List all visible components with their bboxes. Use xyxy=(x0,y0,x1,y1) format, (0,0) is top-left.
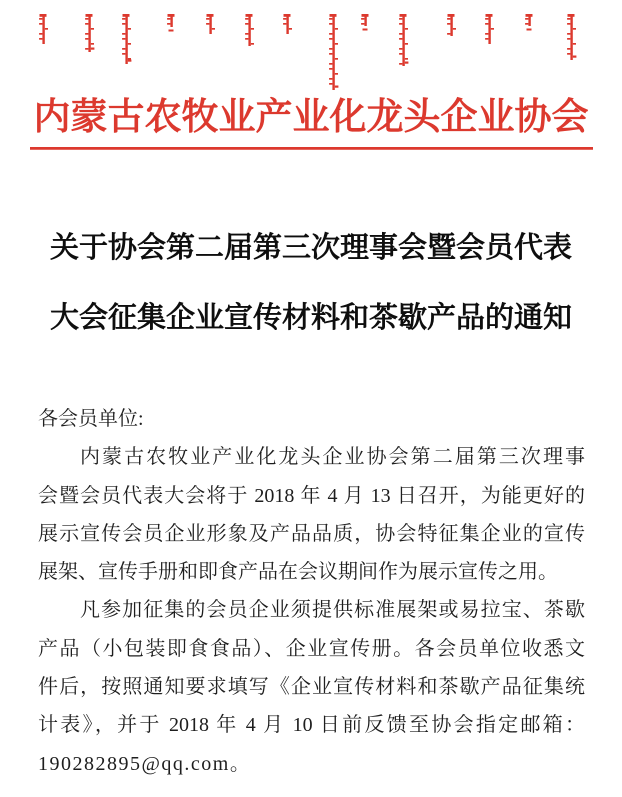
body-line: 计表》，并于 2018 年 4 月 10 日前反馈至协会指定邮箱： xyxy=(38,714,585,737)
body-line: 展架、宣传手册和即食产品在会议期间作为展示宣传之用。 xyxy=(38,561,558,584)
notice-title-line2: 大会征集企业宣传材料和茶歇产品的通知 xyxy=(49,302,572,334)
body-line: 件后，按照通知要求填写《企业宣传材料和茶歇产品征集统 xyxy=(38,676,585,699)
notice-title-line1: 关于协会第二届第三次理事会暨会员代表 xyxy=(49,232,572,264)
body-line: 展示宣传会员企业形象及产品品质，协会特征集企业的宣传 xyxy=(38,522,585,545)
body-line: 凡参加征集的会员企业须提供标准展架或易拉宝、茶歇 xyxy=(80,599,585,622)
notice-body xyxy=(38,400,585,783)
salutation: 各会员单位: xyxy=(38,408,144,430)
notice-title xyxy=(20,230,602,336)
mongolian-script-text xyxy=(30,14,592,98)
body-line: 会暨会员代表大会将于 2018 年 4 月 13 日召开，为能更好的 xyxy=(38,484,585,507)
org-name-chinese: 内蒙古农牧业产业化龙头企业协会 xyxy=(33,97,589,138)
paragraphs xyxy=(38,438,585,783)
body-line: 产品（小包装即食食品）、企业宣传册。各会员单位收悉文 xyxy=(38,637,585,660)
letterhead xyxy=(0,0,622,150)
letterhead-divider xyxy=(30,147,593,150)
body-line: 内蒙古农牧业产业化龙头企业协会第二届第三次理事 xyxy=(80,446,585,469)
body-line: 190282895@qq.com。 xyxy=(38,752,252,775)
